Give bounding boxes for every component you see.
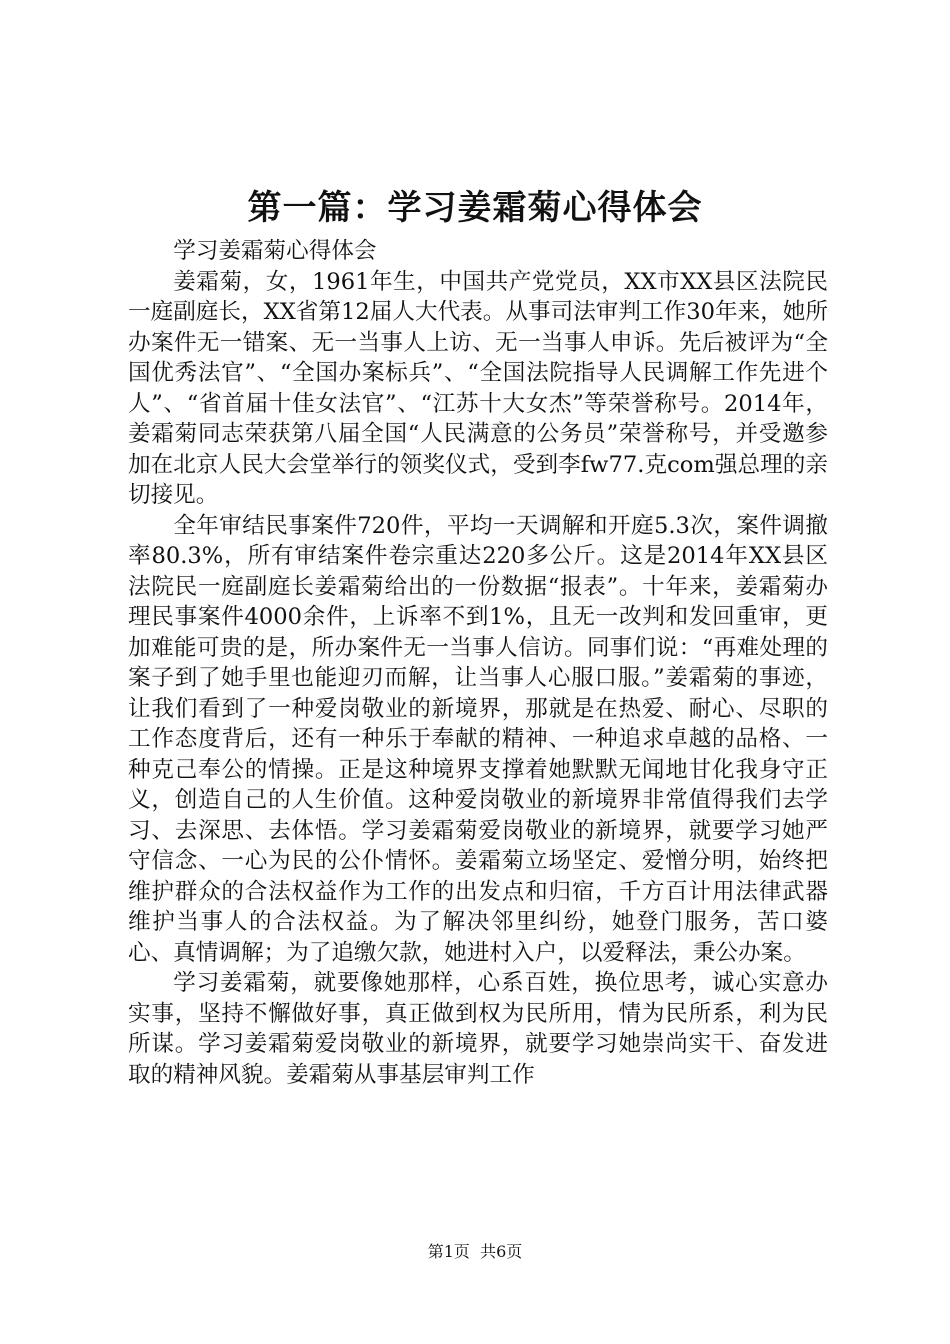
subtitle-paragraph: 学习姜霜菊心得体会 [173,238,377,264]
document-body [128,236,828,1090]
body-paragraph: 学习姜霜菊，就要像她那样，心系百姓，换位思考，诚心实意办实事，坚持不懈做好事，真正做到权为民所用，情为民所系，利为民所谋。学习姜霜菊爱岗敬业的新境界，就要学习她崇尚实干、奋发进取的精神风貌。姜霜菊从事基层审判工作 [128,970,828,1088]
page-footer [0,1241,950,1263]
body-paragraph: 姜霜菊，女，1961年生，中国共产党党员，XX市XX县区法院民一庭副庭长，XX省第12届人大代表。从事司法审判工作30年来，她所办案件无一错案、无一当事人上访、无一当事人申诉。先后被评为“全国优秀法官”、“全国办案标兵”、“全国法院指导人民调解工作先进个人”、“省首届十佳女法官”、“江苏十大女杰”等荣誉称号。2014年，姜霜菊同志荣获第八届全国“人民满意的公务员”荣誉称号，并受邀参加在北京人民大会堂举行的领奖仪式，受到李fw77.克com强总理的亲切接见。 [128,268,828,508]
body-paragraph: 全年审结民事案件720件，平均一天调解和开庭5.3次，案件调撤率80.3%，所有审结案件卷宗重达220多公斤。这是2014年XX县区法院民一庭副庭长姜霜菊给出的一份数据“报表”。十年来，姜霜菊办理民事案件4000余件，上诉率不到1%，且无一改判和发回重审，更加难能可贵的是，所办案件无一当事人信访。同事们说：“再难处理的案子到了她手里也能迎刃而解，让当事人心服口服。”姜霜菊的事迹，让我们看到了一种爱岗敬业的新境界，那就是在热爱、耐心、尽职的工作态度背后，还有一种乐于奉献的精神、一种追求卓越的品格、一种克己奉公的情操。正是这种境界支撑着她默默无闻地甘化我身守正义，创造自己的人生价值。这种爱岗敬业的新境界非常值得我们去学习、去深思、去体悟。学习姜霜菊爱岗敬业的新境界，就要学习她严守信念、一心为民的公仆情怀。姜霜菊立场坚定、爱憎分明，始终把维护群众的合法权益作为工作的出发点和归宿，千方百计用法律武器维护当事人的合法权益。为了解决邻里纠纷，她登门服务，苦口婆心、真情调解；为了追缴欠款，她进村入户，以爱释法，秉公办案。 [128,512,828,966]
document-title: 第一篇：学习姜霜菊心得体会 [247,188,703,228]
page-total: 共6页 [480,1242,523,1261]
page-number: 第1页 [427,1242,470,1261]
